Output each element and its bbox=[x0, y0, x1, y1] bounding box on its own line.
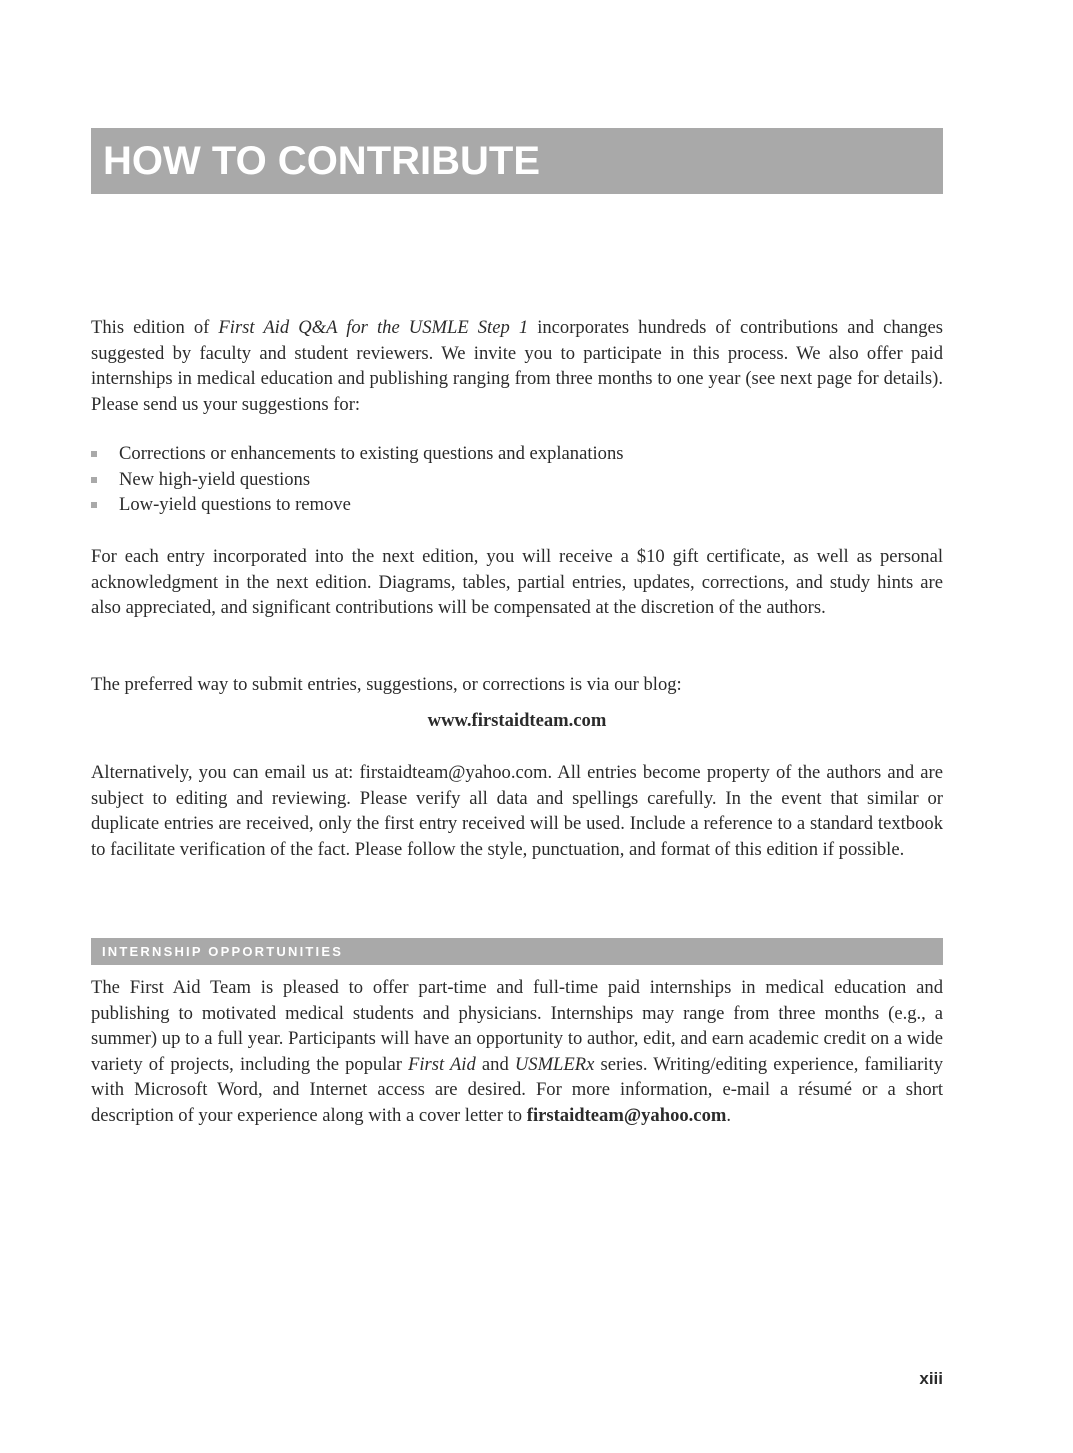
reward-paragraph: For each entry incorporated into the next edition, you will receive a $10 gift certificate, as well as personal acknowledgment in the next edition. Diagrams, tables, partial entries, updates, corrections, and study hints are also appreciated, and significant contributions will be compensated at the discretion of the authors. bbox=[91, 546, 943, 618]
list-item-label: New high-yield questions bbox=[119, 468, 311, 490]
list-item bbox=[91, 441, 943, 467]
list-item-label: Corrections or enhancements to existing questions and explanations bbox=[119, 443, 624, 464]
square-bullet-icon bbox=[91, 477, 97, 483]
internship-paragraph bbox=[91, 975, 943, 1128]
section-header-bar bbox=[91, 938, 943, 965]
page-title: HOW TO CONTRIBUTE bbox=[103, 139, 541, 183]
page-number: xiii bbox=[919, 1369, 943, 1388]
square-bullet-icon bbox=[91, 502, 97, 508]
internship-text-part-3: series. Writing/editing experience, familiarity with Microsoft Word, and Internet access are desired. For more information, e-mail a résumé or a short description of your experience along with a cover letter to bbox=[91, 1053, 943, 1126]
list-item bbox=[91, 492, 943, 518]
intro-paragraph bbox=[91, 315, 943, 417]
preferred-submission-text: The preferred way to submit entries, suggestions, or corrections is via our blog: bbox=[91, 674, 682, 695]
internship-text-part-4: . bbox=[726, 1104, 732, 1126]
list-item bbox=[91, 467, 943, 493]
blog-url-link[interactable]: www.firstaidteam.com bbox=[427, 710, 607, 731]
section-heading: INTERNSHIP OPPORTUNITIES bbox=[102, 944, 344, 959]
page bbox=[91, 0, 943, 1453]
series-name-usmlerx: USMLERx bbox=[514, 1053, 595, 1075]
intro-text-start: This edition of bbox=[91, 317, 219, 338]
intro-text-end: incorporates hundreds of contributions and changes suggested by faculty and student reviewers. We invite you to participate in this process. We also offer paid internships in medical education and publishing ranging from three months to one year (see next page for details). Please send us your suggestions for: bbox=[91, 317, 943, 415]
book-title: First Aid Q&A for the USMLE Step 1 bbox=[218, 317, 529, 338]
alternative-submission-paragraph: Alternatively, you can email us at: firstaidteam@yahoo.com. All entries become property of the authors and are subject to editing and reviewing. Please verify all data and spellings carefully. In the event that similar or duplicate entries are received, only the first entry received will be used. Include a reference to a standard textbook to facilitate verification of the fact. Please follow the style, punctuation, and format of this edition if possible. bbox=[91, 762, 943, 860]
list-item-label: Low-yield questions to remove bbox=[119, 494, 351, 515]
suggestion-list bbox=[91, 441, 943, 518]
contact-email-link[interactable]: firstaidteam@yahoo.com bbox=[526, 1104, 727, 1126]
series-name-first-aid: First Aid bbox=[408, 1053, 476, 1075]
internship-text-part-1: The First Aid Team is pleased to offer part-time and full-time paid internships in medical education and publishing to motivated medical students and physicians. Internships may range from three months (e.g., a summer) up to a full year. Participants will have an opportunity to author, edit, and earn academic credit on a wide variety of projects, including the popular bbox=[91, 977, 943, 1075]
square-bullet-icon bbox=[91, 451, 97, 457]
title-bar bbox=[91, 128, 943, 194]
internship-text-part-2: and bbox=[475, 1053, 515, 1075]
